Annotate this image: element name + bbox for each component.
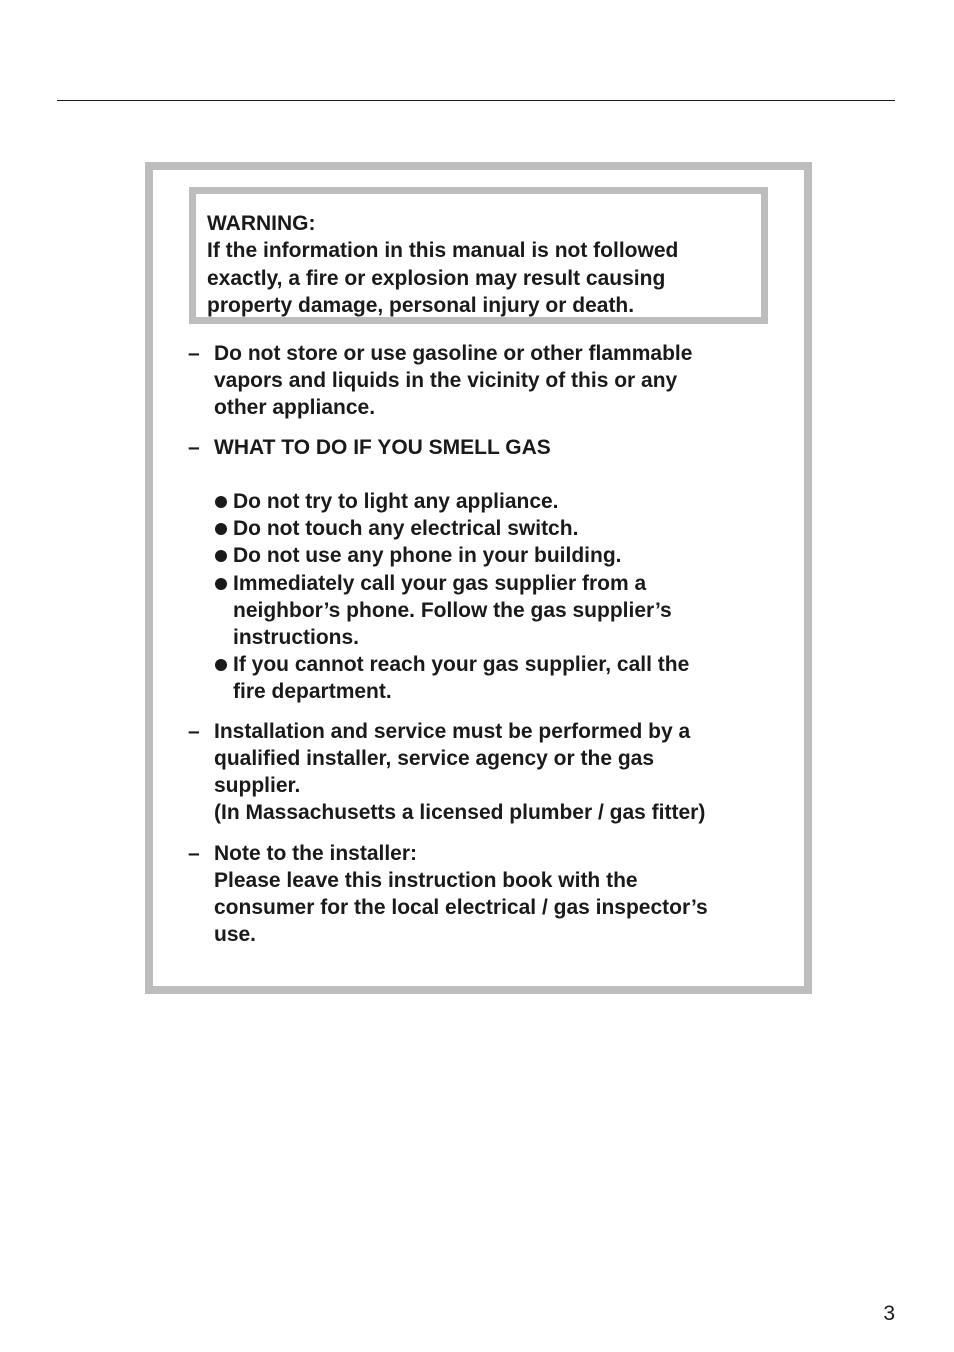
bullet-line: Immediately call your gas supplier from a: [233, 571, 647, 595]
bullet-item: [214, 515, 768, 542]
item-line: Note to the installer:: [214, 841, 418, 865]
item-line: (In Massachusetts a licensed plumber / gas fitter): [214, 800, 706, 824]
bullet-dot-icon: [215, 523, 227, 535]
bullet-dot-icon: [215, 550, 227, 562]
list-item-installation: [188, 718, 768, 826]
bullet-line: fire department.: [233, 680, 392, 704]
bullet-item: [214, 651, 768, 705]
bullet-line: instructions.: [233, 626, 360, 650]
item-heading: WHAT TO DO IF YOU SMELL GAS: [214, 436, 551, 459]
bullet-line: Do not touch any electrical switch.: [233, 517, 579, 541]
bullet-dot-icon: [215, 496, 227, 508]
bullet-item: [214, 570, 768, 652]
list-item-flammables: [188, 340, 768, 421]
warning-title: WARNING:: [207, 212, 316, 235]
bullet-line: neighbor’s phone. Follow the gas supplier’s: [233, 598, 672, 622]
item-line: Installation and service must be performed by a: [214, 719, 691, 743]
bullet-dot-icon: [215, 578, 227, 590]
bullet-dot-icon: [215, 659, 227, 671]
dash-marker: –: [188, 342, 200, 365]
bullet-item: [214, 542, 768, 569]
bullet-line: Do not use any phone in your building.: [233, 544, 622, 568]
dash-marker: –: [188, 719, 200, 743]
warning-line: property damage, personal injury or death.: [207, 294, 635, 318]
list-item-installer-note: [188, 840, 768, 948]
bullet-line: Do not try to light any appliance.: [233, 490, 559, 513]
warning-box: [189, 187, 768, 324]
item-line: supplier.: [214, 773, 301, 797]
item-line: Do not store or use gasoline or other flammable: [214, 342, 693, 365]
header-rule: [57, 100, 895, 101]
safety-instructions-list: [188, 340, 768, 948]
list-item-smell-gas: [188, 434, 768, 706]
page-number: 3: [883, 1302, 895, 1325]
item-line: use.: [214, 922, 257, 946]
dash-marker: –: [188, 841, 200, 865]
bullet-item: [214, 488, 768, 515]
item-line: other appliance.: [214, 396, 376, 419]
item-line: qualified installer, service agency or the gas: [214, 746, 655, 770]
item-line: Please leave this instruction book with the: [214, 868, 638, 892]
dash-marker: –: [188, 436, 200, 459]
warning-line: exactly, a fire or explosion may result causing: [207, 266, 666, 290]
gas-actions-list: [214, 488, 768, 706]
warning-line: If the information in this manual is not followed: [207, 239, 679, 263]
item-line: consumer for the local electrical / gas inspector’s: [214, 895, 708, 919]
bullet-line: If you cannot reach your gas supplier, call the: [233, 653, 690, 677]
item-line: vapors and liquids in the vicinity of this or any: [214, 369, 678, 392]
